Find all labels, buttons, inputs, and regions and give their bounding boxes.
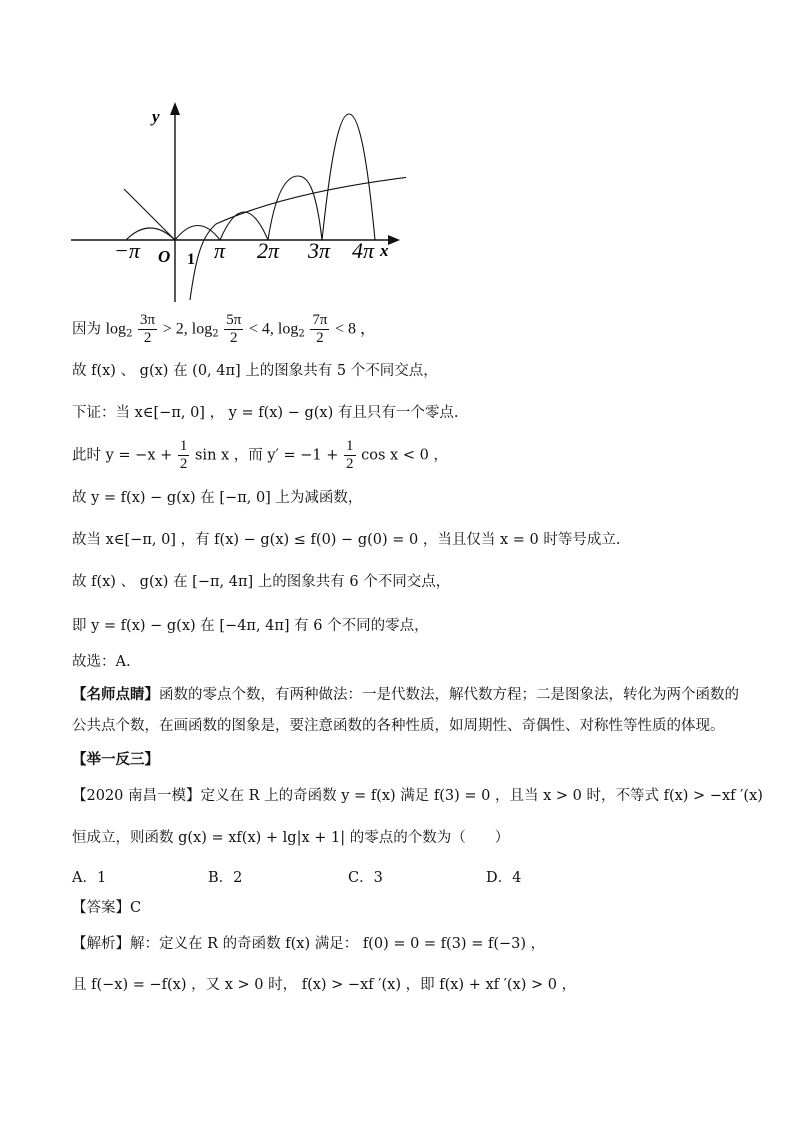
option-d: D．4 (486, 870, 522, 886)
arch-2 (220, 212, 268, 240)
line-problem-2: 恒成立，则函数 g(x) = xf(x) + lg|x + 1| 的零点的个数为（ ） (72, 830, 510, 846)
arch-3 (268, 176, 322, 240)
fraction-7pi-2: $\frac{7\pi}{2}$ (312, 312, 328, 346)
text-because: 因为 (72, 321, 101, 338)
tick-pi: π (214, 238, 226, 263)
x-axis-label: x (380, 241, 389, 260)
y-axis-arrow (170, 102, 180, 115)
line-note-1: 【名师点睛】函数的零点个数，有两种做法：一是代数法，解代数方程；二是图象法，转化为两个函数的 (72, 686, 739, 703)
line-derivative: 此时 y = −x + $\frac{1}{2}$ sin x ，而 y′ = −1 + $\frac{1}{2}$ cos x < 0 ， (72, 438, 448, 472)
one-label: 1 (187, 251, 195, 268)
line-analysis-2: 且 f(−x) = −f(x) ，又 x > 0 时， f(x) > −xf ′(x) ，即 f(x) + xf ′(x) > 0 ， (72, 977, 577, 993)
x-axis-arrow (388, 235, 400, 245)
line-neg-x (124, 189, 175, 240)
arch-4 (322, 114, 375, 240)
fraction-5pi-2: $\frac{5\pi}{2}$ (226, 312, 242, 346)
line-decreasing: 故 y = f(x) − g(x) 在 [−π, 0] 上为减函数， (72, 490, 363, 506)
tick-4pi: 4π (352, 238, 375, 263)
line-note-2: 公共点个数，在画函数的图象是，要注意函数的各种性质，如周期性、奇偶性、对称性等性质的体现。 (72, 718, 725, 734)
option-c: C．3 (348, 870, 383, 886)
line-zeros-6: 即 y = f(x) − g(x) 在 [−4π, 4π] 有 6 个不同的零点， (72, 618, 429, 634)
line-answer: 【答案】C (72, 900, 142, 916)
line-intersections-6: 故 f(x) 、 g(x) 在 [−π, 4π] 上的图象共有 6 个不同交点， (72, 574, 451, 590)
function-graph (66, 96, 406, 308)
fraction-1-2-a: $\frac{1}{2}$ (179, 438, 188, 472)
section-heading: 【举一反三】 (72, 751, 159, 768)
tick-neg-pi: −π (114, 238, 140, 263)
line-inequality: 故当 x∈[−π, 0] ，有 f(x) − g(x) ≤ f(0) − g(0) = 0 ，当且仅当 x = 0 时等号成立. (72, 532, 621, 548)
line-problem-1: 【2020 南昌一模】定义在 R 上的奇函数 y = f(x) 满足 f(3) = 0 ，且当 x > 0 时，不等式 f(x) > −xf ′(x) (72, 788, 763, 804)
y-axis-label: y (152, 107, 160, 126)
line-prove: 下证：当 x∈[−π, 0] ， y = f(x) − g(x) 有且只有一个零点. (72, 405, 459, 421)
line-log-inequalities: 因为 $\log_2$ $\frac{3\pi}{2}$ > 2, $\log_2$ $\frac{5\pi}{2}$ < 4, $\log_2$ $\frac{7\pi}{2}$ < 8 ， (72, 312, 377, 346)
fraction-3pi-2: $\frac{3\pi}{2}$ (140, 312, 156, 346)
line-intersections-5: 故 f(x) 、 g(x) 在 (0, 4π] 上的图象共有 5 个不同交点， (72, 363, 438, 379)
origin-label: O (158, 247, 171, 266)
fraction-1-2-b: $\frac{1}{2}$ (346, 438, 354, 472)
line-analysis-1: 【解析】解：定义在 R 的奇函数 f(x) 满足： f(0) = 0 = f(3) = f(−3) ， (72, 936, 546, 952)
option-a: A．1 (72, 870, 107, 886)
tick-3pi: 3π (308, 238, 331, 263)
option-b: B．2 (208, 870, 243, 886)
tick-2pi: 2π (257, 238, 280, 263)
line-choose-a: 故选：A. (72, 654, 131, 670)
note-tag: 【名师点睛】 (72, 686, 159, 703)
